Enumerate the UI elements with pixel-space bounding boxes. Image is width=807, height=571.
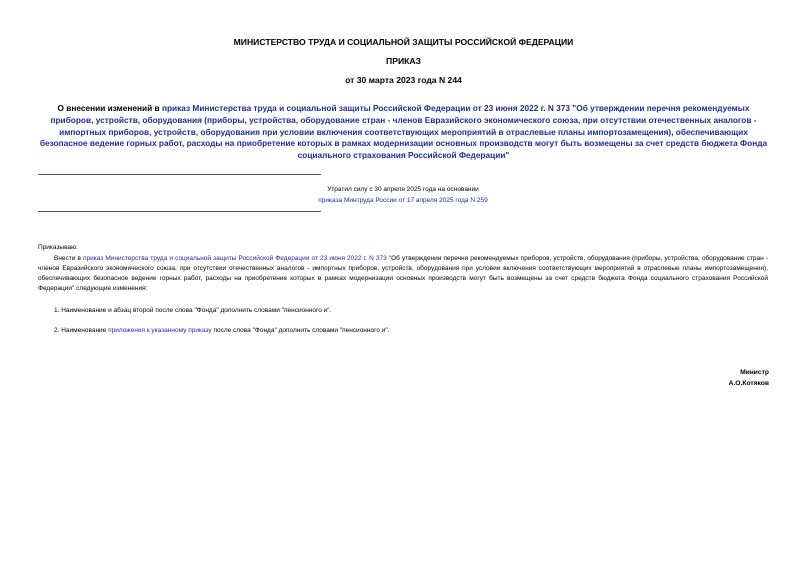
title-prefix: О внесении изменений в (57, 103, 162, 113)
para-prefix: Внести в (54, 255, 84, 262)
date-number-heading: от 30 марта 2023 года N 244 (345, 75, 462, 85)
amended-order-link[interactable]: приказ Министерства труда и социальной защиты Российской Федерации от 23 июня 2022 г. N 373 (83, 255, 387, 262)
signature-name: А.О.Котяков (728, 380, 769, 387)
document-type-heading: ПРИКАЗ (386, 56, 421, 66)
list-item-1: 1. Наименование и абзац второй после слова "Фонда" дополнить словами "пенсионного и". (54, 307, 332, 314)
title-order-link[interactable]: приказ Министерства труда и социальной защиты Российской Федерации от 23 июня 2022 г. N 373 "Об утверждении перечня рекомендуемых приборов, устройств, оборудования (приборы, устройства, оборудование стран - членов Евразийского экономического союза, при отсутствии отечественных аналогов - импортных приборов, устройств, оборудования при условии включения соответствующих мероприятий в отраслевые планы импортозамещения), обеспечивающих безопасное ведение горных работ, расходы на приобретение которых в рамках модернизации основных производств могут быть возмещены за счет средств бюджета Фонда социального страхования Российской Федерации" (39, 103, 768, 161)
document-title (36, 103, 771, 162)
status-note-link-line (38, 195, 768, 207)
para-rest: "Об утверждении перечня рекомендуемых приборов, устройств, оборудования (приборы, устройства, оборудование стран - членов Евразийского экономического союза, при отсутствии отечественных аналогов - импортных приборов, устройств, оборудования при условии включения соответствующих мероприятий в отраслевые планы импортозамещения), обеспечивающих безопасное ведение горных работ, расходы на приобретение которых в рамках модернизации основных производств могут быть возмещены за счет средств бюджета Фонда социального страхования Российской Федерации" следующие изменения: (38, 255, 768, 292)
divider-bottom (38, 211, 321, 212)
item2-prefix: 2. Наименование (54, 327, 109, 334)
appendix-link[interactable]: приложения к указанному приказу (108, 327, 212, 334)
ministry-heading: МИНИСТЕРСТВО ТРУДА И СОЦИАЛЬНОЙ ЗАЩИТЫ РОССИЙСКОЙ ФЕДЕРАЦИИ (233, 37, 574, 47)
order-word: Приказываю: (38, 244, 78, 251)
main-paragraph (38, 254, 768, 294)
divider-top (38, 174, 321, 175)
list-item-2 (54, 326, 768, 336)
status-note-line1: Утратил силу с 30 апреля 2025 года на основании (327, 186, 479, 193)
signature-position: Министр (740, 369, 769, 376)
item2-rest: после слова "Фонда" дополнить словами "пенсионного и". (211, 327, 390, 334)
repeal-order-link[interactable]: приказа Минтруда России от 17 апреля 2025 года N 259 (318, 197, 488, 204)
